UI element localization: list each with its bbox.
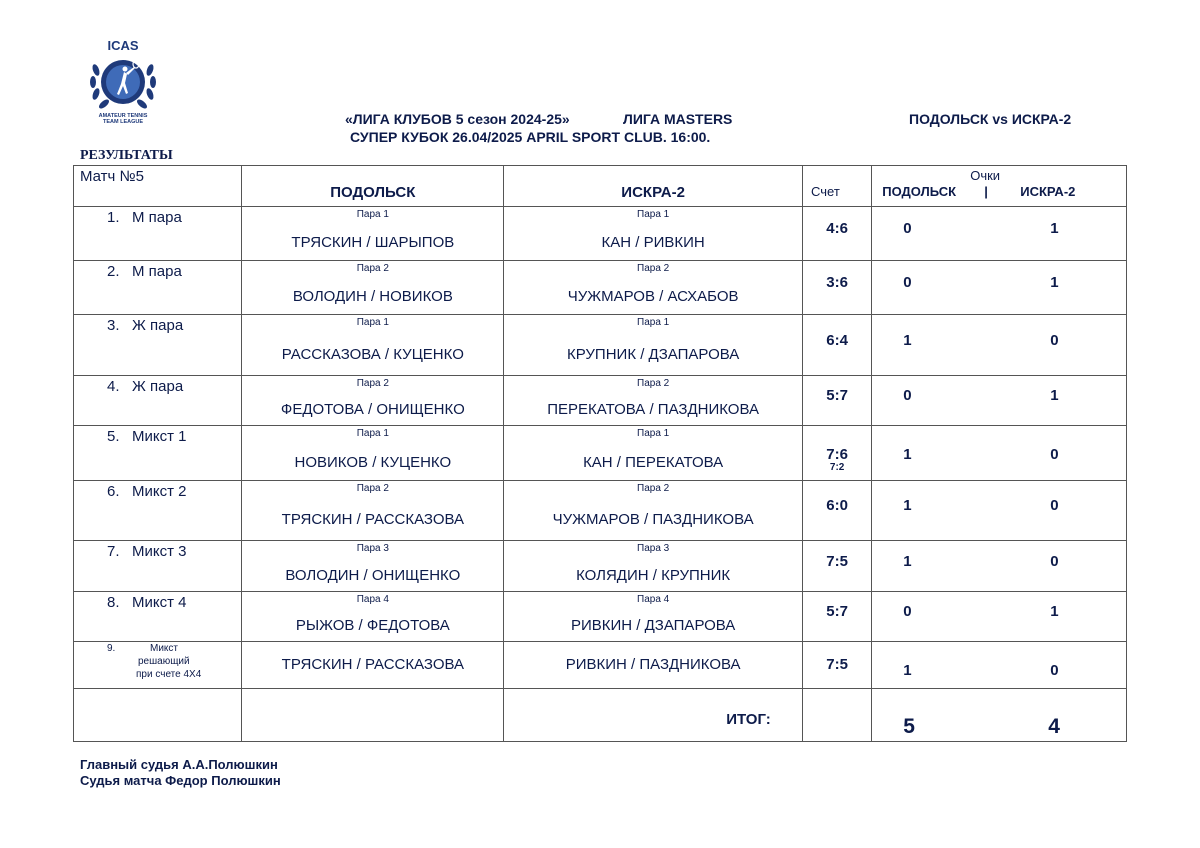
points-team1: 0	[903, 387, 912, 404]
points-team2: 0	[1050, 553, 1059, 570]
row-number: 4.	[107, 378, 120, 395]
decider-type-line1: Микст	[150, 643, 178, 654]
score-cell	[803, 261, 872, 315]
points-cell	[872, 315, 1127, 376]
points-team2: 0	[1050, 446, 1059, 463]
team1-pair-label: Пара 3	[356, 543, 389, 554]
team2-pair-label: Пара 3	[637, 543, 670, 554]
team1-pair-cell	[242, 592, 504, 642]
score-header	[803, 166, 872, 207]
team1-pair-names: ВОЛОДИН / ОНИЩЕНКО	[285, 567, 461, 584]
match-number-cell	[74, 166, 242, 207]
table-row	[74, 481, 1127, 541]
table-row	[74, 207, 1127, 261]
match-type-cell	[74, 376, 242, 426]
results-table	[73, 165, 1127, 742]
table-header-row	[74, 166, 1127, 207]
team2-pair-label: Пара 4	[637, 594, 670, 605]
decider-row	[74, 642, 1127, 689]
total-label: ИТОГ:	[726, 711, 771, 728]
score-cell	[803, 426, 872, 481]
row-number: 2.	[107, 263, 120, 280]
team1-pair-label: Пара 1	[356, 428, 389, 439]
match-type-cell	[74, 481, 242, 541]
team2-pair-label: Пара 2	[637, 263, 670, 274]
match-type-cell	[74, 592, 242, 642]
row-number: 1.	[107, 209, 120, 226]
row-number: 7.	[107, 543, 120, 560]
team2-pair-cell	[504, 315, 803, 376]
points-team2: 0	[1050, 332, 1059, 349]
table-row	[74, 541, 1127, 592]
points-cell	[872, 376, 1127, 426]
team1-pair-names: ВОЛОДИН / НОВИКОВ	[292, 288, 453, 305]
total-row	[74, 689, 1127, 742]
team1-pair-cell	[242, 207, 504, 261]
row-number: 3.	[107, 317, 120, 334]
team1-header	[242, 166, 504, 207]
team1-pair-cell	[242, 315, 504, 376]
icas-logo	[82, 38, 164, 128]
set-score: 7:6	[826, 446, 848, 463]
team2-pair-label: Пара 1	[637, 428, 670, 439]
league-title: «ЛИГА КЛУБОВ 5 сезон 2024-25»	[345, 111, 570, 127]
score-cell	[803, 207, 872, 261]
match-type: Микст 2	[132, 483, 187, 500]
team2-pair-cell	[504, 376, 803, 426]
team2-pair-cell	[504, 426, 803, 481]
decider-score-cell	[803, 642, 872, 689]
row-number: 5.	[107, 428, 120, 445]
match-type-cell	[74, 541, 242, 592]
row-number: 8.	[107, 594, 120, 611]
match-number: Матч №5	[80, 168, 144, 185]
team1-pair-label: Пара 1	[356, 209, 389, 220]
points-team2: 1	[1050, 603, 1059, 620]
points-team2: 0	[1050, 497, 1059, 514]
points-team1: 1	[903, 446, 912, 463]
points-team2: 1	[1050, 220, 1059, 237]
total-label-cell	[504, 689, 803, 742]
team2-pair-label: Пара 2	[637, 378, 670, 389]
logo-subtitle	[82, 113, 164, 125]
team1-pair-cell	[242, 541, 504, 592]
table-row	[74, 315, 1127, 376]
decider-team1-names: ТРЯСКИН / РАССКАЗОВА	[281, 656, 464, 673]
decider-points-team1: 1	[903, 662, 912, 679]
decider-type-cell	[74, 642, 242, 689]
team2-pair-label: Пара 2	[637, 483, 670, 494]
score-header-label: Счет	[811, 184, 840, 199]
team2-pair-cell	[504, 481, 803, 541]
team1-pair-label: Пара 2	[356, 483, 389, 494]
team2-pair-names: ЧУЖМАРОВ / ПАЗДНИКОВА	[552, 511, 754, 528]
match-type: Ж пара	[132, 317, 184, 334]
team2-pair-names: КРУПНИК / ДЗАПАРОВА	[566, 346, 740, 363]
logo-subtitle-line2: TEAM LEAGUE	[102, 119, 144, 125]
points-team2-label: ИСКРА-2	[1020, 184, 1076, 199]
table-row	[74, 261, 1127, 315]
team2-pair-cell	[504, 541, 803, 592]
score-cell	[803, 315, 872, 376]
points-team1: 0	[903, 220, 912, 237]
decider-team2-cell	[504, 642, 803, 689]
event-title: СУПЕР КУБОК 26.04/2025 APRIL SPORT CLUB. 16:00.	[350, 129, 711, 145]
points-header	[872, 166, 1127, 207]
team2-pair-cell	[504, 261, 803, 315]
points-team1: 0	[903, 603, 912, 620]
total-points-team2: 4	[1048, 715, 1060, 738]
team2-pair-names: ЧУЖМАРОВ / АСХАБОВ	[567, 288, 739, 305]
decider-number: 9.	[107, 643, 116, 654]
match-type-cell	[74, 315, 242, 376]
match-type: Ж пара	[132, 378, 184, 395]
match-type: М пара	[132, 209, 182, 226]
team1-pair-cell	[242, 426, 504, 481]
team1-pair-cell	[242, 261, 504, 315]
match-type-cell	[74, 261, 242, 315]
team1-pair-names: ТРЯСКИН / РАССКАЗОВА	[281, 511, 464, 528]
match-type: Микст 1	[132, 428, 187, 445]
team2-pair-names: КАН / ПЕРЕКАТОВА	[583, 454, 724, 471]
matchup-title: ПОДОЛЬСК vs ИСКРА-2	[909, 111, 1072, 127]
match-type: М пара	[132, 263, 182, 280]
set-score: 6:4	[826, 332, 848, 349]
results-title: РЕЗУЛЬТАТЫ	[80, 148, 173, 163]
match-type-cell	[74, 207, 242, 261]
team1-pair-names: ФЕДОТОВА / ОНИЩЕНКО	[280, 401, 465, 418]
match-type: Микст 4	[132, 594, 187, 611]
team1-pair-names: РАССКАЗОВА / КУЦЕНКО	[281, 346, 464, 363]
chief-referee: Главный судья А.А.Полюшкин	[80, 757, 278, 772]
score-cell	[803, 541, 872, 592]
logo-title: ICAS	[107, 38, 139, 53]
team2-header-label: ИСКРА-2	[621, 184, 685, 201]
total-empty-cell-1	[74, 689, 242, 742]
score-cell	[803, 592, 872, 642]
set-score: 5:7	[826, 603, 848, 620]
set-score: 5:7	[826, 387, 848, 404]
team1-pair-label: Пара 1	[356, 317, 389, 328]
team2-pair-label: Пара 1	[637, 209, 670, 220]
table-row	[74, 376, 1127, 426]
points-cell	[872, 426, 1127, 481]
team1-header-label: ПОДОЛЬСК	[330, 184, 416, 201]
team2-pair-names: ПЕРЕКАТОВА / ПАЗДНИКОВА	[547, 401, 759, 418]
team2-pair-names: РИВКИН / ДЗАПАРОВА	[570, 617, 736, 634]
points-cell	[872, 481, 1127, 541]
row-number: 6.	[107, 483, 120, 500]
team1-pair-names: РЫЖОВ / ФЕДОТОВА	[295, 617, 450, 634]
total-points-team1: 5	[903, 715, 915, 738]
set-score: 4:6	[826, 220, 848, 237]
match-type-cell	[74, 426, 242, 481]
decider-type-line3: при счете 4Х4	[136, 669, 202, 680]
decider-points-team2: 0	[1050, 662, 1059, 679]
points-cell	[872, 592, 1127, 642]
total-empty-cell-2	[242, 689, 504, 742]
team2-pair-names: КАН / РИВКИН	[601, 234, 705, 251]
score-cell	[803, 481, 872, 541]
team1-pair-cell	[242, 481, 504, 541]
laurel-tennis-player-icon	[88, 52, 158, 114]
team1-pair-names: НОВИКОВ / КУЦЕНКО	[294, 454, 452, 471]
points-team1-label: ПОДОЛЬСК	[882, 184, 957, 199]
decider-points-cell	[872, 642, 1127, 689]
points-team2: 1	[1050, 274, 1059, 291]
table-row	[74, 592, 1127, 642]
set-score: 3:6	[826, 274, 848, 291]
match-type: Микст 3	[132, 543, 187, 560]
points-cell	[872, 261, 1127, 315]
team2-pair-cell	[504, 207, 803, 261]
team1-pair-names: ТРЯСКИН / ШАРЫПОВ	[291, 234, 455, 251]
points-header-label: Очки	[970, 168, 1001, 183]
total-score-cell	[803, 689, 872, 742]
team1-pair-label: Пара 4	[356, 594, 389, 605]
team2-pair-label: Пара 1	[637, 317, 670, 328]
points-team1: 1	[903, 553, 912, 570]
team2-pair-cell	[504, 592, 803, 642]
total-points-cell	[872, 689, 1127, 742]
tiebreak-score: 7:2	[829, 462, 845, 473]
decider-team1-cell	[242, 642, 504, 689]
team1-pair-cell	[242, 376, 504, 426]
set-score: 6:0	[826, 497, 848, 514]
team1-pair-label: Пара 2	[356, 378, 389, 389]
points-separator: |	[984, 184, 988, 199]
logo-subtitle-line1: AMATEUR TENNIS	[98, 113, 148, 119]
points-cell	[872, 541, 1127, 592]
points-team1: 1	[903, 497, 912, 514]
points-team1: 1	[903, 332, 912, 349]
score-cell	[803, 376, 872, 426]
decider-type-line2: решающий	[138, 656, 190, 667]
decider-team2-names: РИВКИН / ПАЗДНИКОВА	[565, 656, 741, 673]
decider-score: 7:5	[826, 656, 848, 673]
points-team1: 0	[903, 274, 912, 291]
team2-header	[504, 166, 803, 207]
team1-pair-label: Пара 2	[356, 263, 389, 274]
division-title: ЛИГА MASTERS	[623, 111, 733, 127]
points-team2: 1	[1050, 387, 1059, 404]
match-referee: Судья матча Федор Полюшкин	[80, 773, 281, 788]
set-score: 7:5	[826, 553, 848, 570]
table-row	[74, 426, 1127, 481]
match-rows	[74, 207, 1127, 642]
points-cell	[872, 207, 1127, 261]
team2-pair-names: КОЛЯДИН / КРУПНИК	[576, 567, 731, 584]
